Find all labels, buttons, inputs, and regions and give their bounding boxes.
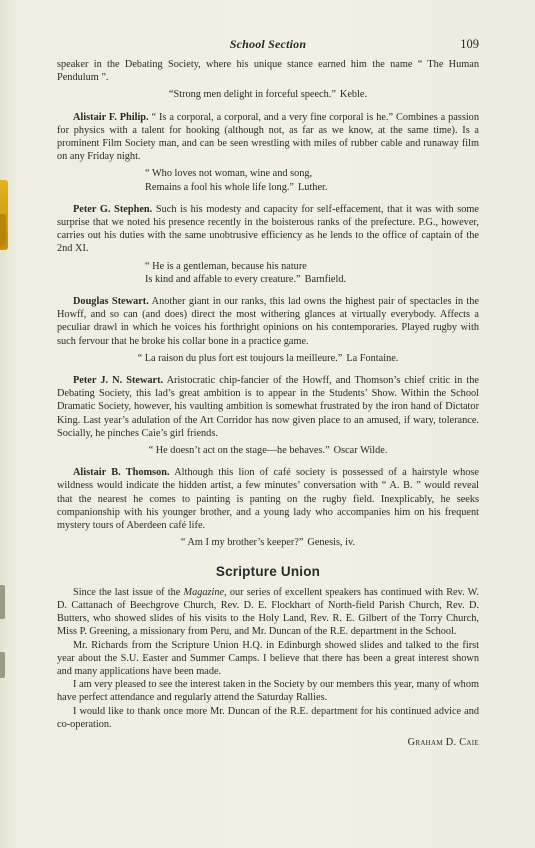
quote-author: Barnfield.: [304, 273, 347, 285]
profile-name: Peter G. Stephen.: [73, 203, 153, 215]
quote: [57, 167, 479, 193]
quote-author: Oscar Wilde.: [333, 445, 388, 457]
quote-author: La Fontaine.: [346, 352, 399, 364]
section-paragraph: [57, 586, 479, 639]
paragraph-text: , our series of excellent speakers has continued with Rev. W. D. Cattanach of Beechgrove Church, Rev. D. E. Flockhart of North-field Parish Church, Rev. D. Butters, who showed slides of his visits to the Holy Land, Rev. R. E. Gilbert of the Torry Church, Miss P. Greening, a missionary from Peru, and Mr. Duncan of the R.E. department in the School.: [57, 586, 480, 638]
quote-line: [145, 181, 479, 194]
margin-mark: [0, 585, 5, 619]
quote: [57, 88, 479, 101]
page-header: [57, 37, 479, 55]
quote-line: [145, 273, 479, 286]
quote-text: “ He doesn’t act on the stage—he behaves.”: [148, 445, 330, 457]
quote: [57, 444, 479, 457]
profile-paragraph: [57, 111, 479, 164]
quote-text: “ Am I my brother’s keeper?”: [180, 537, 304, 549]
quote-text: “Strong men delight in forceful speech.”: [168, 89, 336, 101]
profile-text: Aristocratic chip-fancier of the Howff, and Thomson’s chief critic in the Debating Society, this lad’s great ambition is to appear in the Students’ Show. Within the School Dramatic Society, however, his vaulting ambition is somewhat frustrated by the iron hand of Dictator King. Last year’s adulation of the Art Corridor has now given place to an amused, if wary, tolerance. Socially, he pinches Caie’s girl friends.: [57, 375, 479, 439]
profile-name: Peter J. N. Stewart.: [73, 375, 164, 387]
quote-line: “ He is a gentleman, because his nature: [145, 260, 307, 272]
profile-name: Alistair F. Philip.: [73, 111, 149, 123]
section-paragraph: I am very pleased to see the interest taken in the Society by our members this year, many of whom have perfect attendance and regularly attend the Saturday Rallies.: [57, 679, 479, 704]
quote: [57, 536, 479, 549]
paragraph-text: Since the last issue of the: [73, 586, 184, 598]
section-paragraph: Mr. Richards from the Scripture Union H.Q. in Edinburgh showed slides and talked to the first year about the S.U. Easter and Summer Camps. I believe that there has been a great interest shown and many applications have been made.: [57, 639, 479, 677]
profile-paragraph: [57, 466, 479, 532]
binding-tape-inner: [0, 214, 6, 246]
profile-name: Douglas Stewart.: [73, 296, 149, 308]
magazine-title: Magazine: [183, 586, 225, 598]
profile-name: Alistair B. Thomson.: [73, 467, 170, 479]
page-content: [57, 58, 479, 749]
quote-author: Genesis, iv.: [307, 537, 356, 549]
quote-text: “ La raison du plus fort est toujours la meilleure.”: [137, 352, 343, 364]
margin-mark: [0, 652, 5, 678]
section-paragraph: I would like to thank once more Mr. Duncan of the R.E. department for his continued advice and co-operation.: [57, 705, 479, 730]
profile-text: “ Is a corporal, a corporal, and a very fine corporal is he.” Combines a passion for physics with a talent for hooking (although not, as far as we know, at the same time). Is a prominent Film Society man, and can be seen wrestling with miles of rubber cable and runaway film on any Friday night.: [57, 111, 479, 163]
quote-author: Luther.: [298, 181, 328, 193]
quote-text: Remains a fool his whole life long.”: [145, 181, 294, 193]
paragraph-continuation: speaker in the Debating Society, where his unique stance earned him the name “ The Human Pendulum ”.: [57, 59, 479, 84]
profile-paragraph: [57, 295, 479, 348]
quote-line: “ Who loves not woman, wine and song,: [145, 168, 313, 180]
page-number: 109: [460, 37, 479, 51]
profile-text: Another giant in our ranks, this lad owns the highest pair of spectacles in the Howff, and so can (and does) direct the most withering glances at virtually everybody. Affects a peculiar drawl in which he voices his forthright opinions on his contemporaries. Played rugby with such fervour that he broke his collar bone in a practice game.: [57, 296, 479, 347]
quote-author: Keble.: [339, 89, 368, 101]
profile-text: Such is his modesty and capacity for self-effacement, that it was with some surprise that we noted his presence recently in the boisterous ranks of the prefecture. P.G., however, carries out his duties with the same unobtrusive efficiency as he lends to the office of captain of the 2nd XI.: [57, 203, 479, 255]
quote: [57, 352, 479, 365]
section-title: Scripture Union: [215, 563, 321, 579]
quote: [57, 260, 479, 286]
profile-paragraph: [57, 203, 479, 256]
profile-paragraph: [57, 374, 479, 440]
quote-text: Is kind and affable to every creature.”: [145, 273, 301, 285]
profile-text: Although this lion of café society is possessed of a hairstyle whose wildness would indicate the hidden artist, a few minutes’ conversation with “ A. B. ” would reveal that the nearest he comes to painting is panting on the rugby field. Inexplicably, he seeks companionship with his younger brother, and a young lady who accompanies him on his frequent mystery tours of Aberdeen café life.: [57, 467, 479, 532]
signature: Graham D. Caie: [407, 736, 479, 748]
running-head: School Section: [229, 37, 307, 51]
